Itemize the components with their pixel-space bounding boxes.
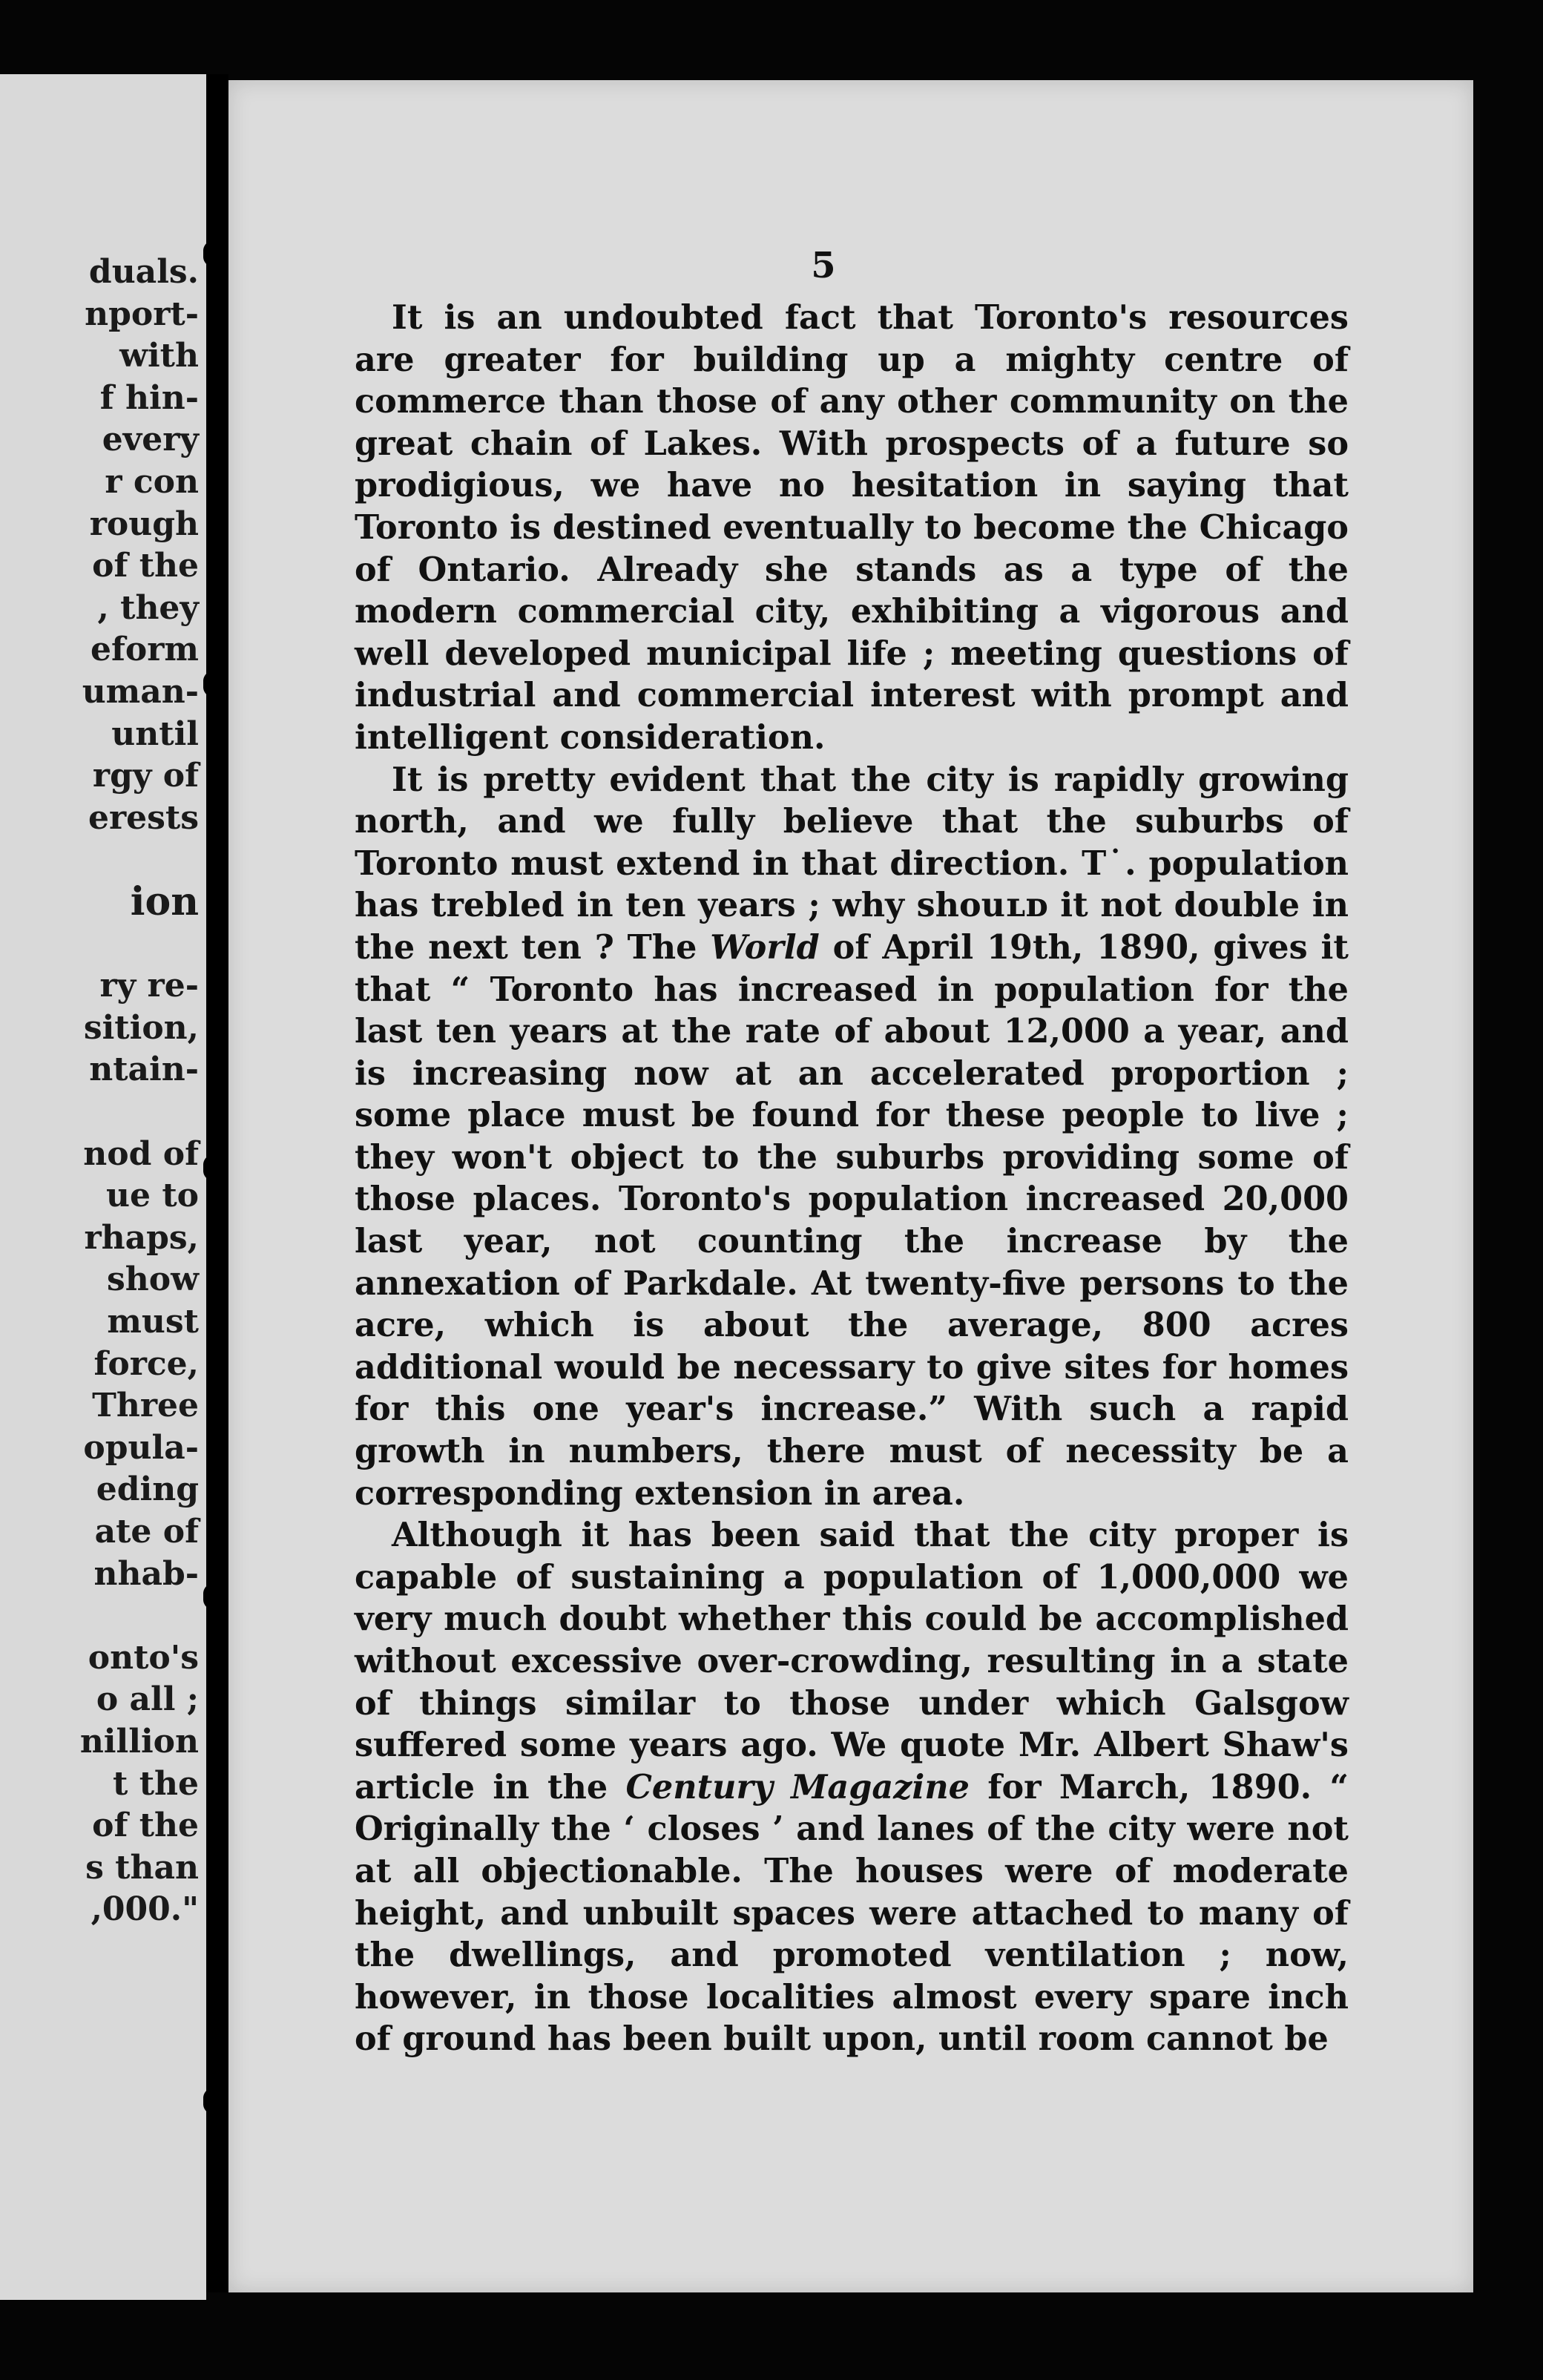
left-page-line: rgy of: [92, 757, 199, 795]
magazine-title: Century Magazine: [625, 1767, 970, 1807]
left-page-line: f hin-: [99, 378, 199, 417]
left-page-line: must: [107, 1303, 199, 1341]
left-page-line: r con: [105, 463, 199, 501]
page-number: 5: [811, 245, 836, 286]
left-page-line: of the: [92, 547, 199, 585]
paragraph-3: [355, 1514, 1349, 2060]
left-page-line: of the: [92, 1807, 199, 1845]
left-page-line: ntain-: [89, 1051, 199, 1089]
left-page-line: onto's: [88, 1638, 199, 1677]
newspaper-title: World: [710, 927, 820, 967]
left-page-line: every: [102, 421, 199, 459]
left-page-line: o all ;: [96, 1680, 199, 1719]
left-page-line: nhab-: [93, 1554, 199, 1593]
paragraph-2-text-end: of April 19th, 1890, gives it that “ Toronto has increased in population for the last ten years at the rate of about 12,000 a year, and is increasing now at an accelerated proportion ; some place must be found for these people to live ; they won't object to the suburbs providing some of those places. Toronto's population increased 20,000 last year, not counting the increase by the annexation of Parkdale. At twenty-five persons to the acre, which is about the average, 800 acres additional would be necessary to give sites for homes for this one year's increase.” With such a rapid growth in numbers, there must of necessity be a corresponding extension in area.: [355, 927, 1349, 1513]
left-page-line: rhaps,: [84, 1218, 199, 1257]
left-page-line: with: [119, 337, 199, 375]
left-page-line: nillion: [79, 1723, 199, 1761]
left-page-line: nod of: [83, 1134, 199, 1173]
left-page-line: uman-: [82, 673, 199, 711]
left-page-line: eform: [90, 631, 199, 669]
left-page-line: ry re-: [99, 967, 199, 1005]
paragraph-2: [355, 759, 1349, 1515]
left-page-line: ion: [130, 879, 199, 924]
paragraph-3-text-end: for March, 1890. “ Originally the ‘ closes ’ and lanes of the city were not at all objectionable. The houses were of moderate height, and unbuilt spaces were attached to many of the dwellings, and promoted ventilation ; now, however, in those localities almost every spare inch of ground has been built upon, until room cannot be: [355, 1767, 1349, 2059]
main-page: [228, 80, 1473, 2292]
body-text: [355, 297, 1349, 2060]
left-page-line: Three: [92, 1387, 199, 1425]
left-page-line: ,000.": [91, 1890, 199, 1929]
left-page-line: erests: [88, 798, 199, 837]
left-page-line: sition,: [83, 1008, 199, 1047]
paragraph-1: [355, 297, 1349, 759]
left-page-line: ue to: [106, 1177, 199, 1215]
paragraph-3-text-start: Although it has been said that the city proper is capable of sustaining a population of 1,000,000 we very much doubt whether this could be accomplished without excessive over-crowding, resulting in a state of things similar to those under which Galsgow suffered some years ago. We quote Mr. Albert Shaw's article in the: [355, 1516, 1349, 1807]
left-page-line: opula-: [83, 1428, 199, 1467]
paragraph-2-text-start: It is pretty evident that the city is rapidly growing north, and we fully believe that the suburbs of Toronto must extend in that direction. T˙. population has trebled in ten years ; why shouʟᴅ it not double in the next ten ? The: [355, 760, 1349, 967]
left-page-line: nport-: [85, 295, 199, 333]
left-page-line: show: [107, 1260, 199, 1299]
left-page-line: s than: [85, 1848, 199, 1887]
left-page-line: force,: [93, 1344, 199, 1383]
left-page-line: rough: [89, 504, 199, 543]
left-page-line: t the: [113, 1764, 199, 1803]
left-page-line: ate of: [94, 1513, 199, 1551]
left-page-line: eding: [96, 1470, 199, 1509]
left-page-fragment: [0, 74, 206, 2300]
left-page-line: duals.: [88, 253, 199, 291]
left-page-line: , they: [97, 588, 199, 627]
left-page-line: until: [111, 714, 199, 753]
paragraph-1-text: It is an undoubted fact that Toronto's resources are greater for building up a mighty centre of commerce than those of any other community on the great chain of Lakes. With prospects of a future so prodigious, we have no hesitation in saying that Toronto is destined eventually to become the Chicago of Ontario. Already she stands as a type of the modern commercial city, exhibiting a vigorous and well developed municipal life ; meeting questions of industrial and commercial interest with prompt and intelligent consideration.: [355, 298, 1349, 757]
